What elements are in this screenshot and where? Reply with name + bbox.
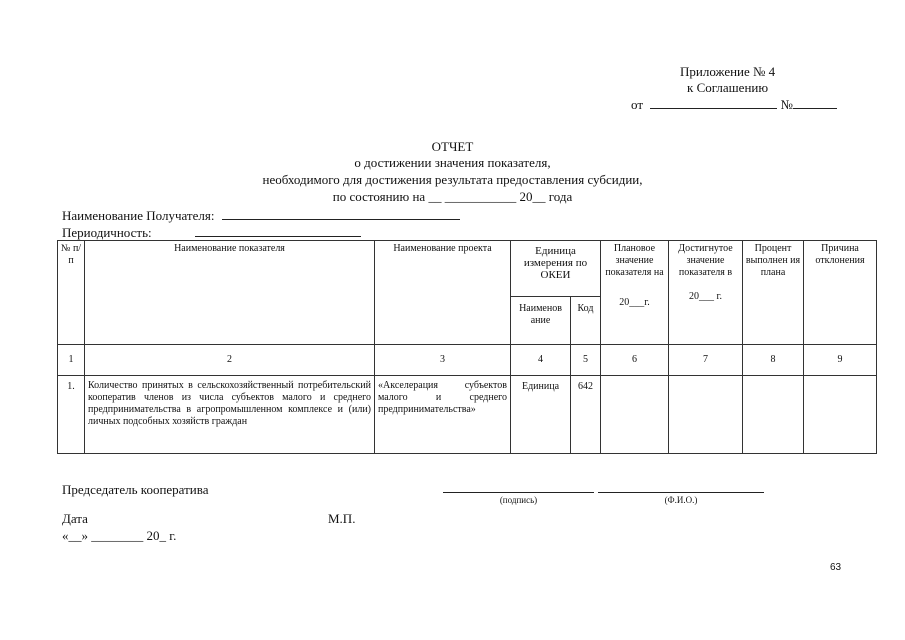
- col-number: 9: [804, 345, 877, 376]
- signature-caption: (подпись): [499, 495, 538, 505]
- page-number: 63: [830, 562, 842, 573]
- row-planned: [601, 376, 669, 454]
- fio-caption: (Ф.И.О.): [664, 495, 698, 505]
- col-number: 4: [511, 345, 571, 376]
- recipient-row: [62, 207, 460, 224]
- header-planned: [601, 241, 669, 345]
- header-indicator: Наименование показателя: [85, 241, 375, 345]
- signature-line: [443, 492, 594, 493]
- periodicity-label: Периодичность:: [62, 225, 152, 240]
- stamp-label: М.П.: [328, 511, 356, 526]
- date-label: Дата: [62, 511, 88, 526]
- row-indicator: Количество принятых в сельскохозяйственный потребительский кооператив членов из числа субъектов малого и среднего предпринимательства в агропромышленном комплексе и (или) личных подсобных хозяйств граждан: [85, 376, 375, 454]
- report-title-line-2: необходимого для достижения результата предоставления субсидии,: [262, 172, 643, 187]
- header-percent: Процент выполнен ия плана: [743, 241, 804, 345]
- header-unit-name: Наименов ание: [511, 297, 571, 345]
- agreement-date-blank: [650, 96, 777, 109]
- header-unit-code: Код: [571, 297, 601, 345]
- col-number: 3: [375, 345, 511, 376]
- row-achieved: [669, 376, 743, 454]
- periodicity-blank: [195, 224, 361, 237]
- col-number: 6: [601, 345, 669, 376]
- header-planned-text: Плановое значение показателя на: [605, 243, 664, 278]
- col-number: 7: [669, 345, 743, 376]
- row-project: «Акселерация субъектов малого и среднего предпринимательства»: [375, 376, 511, 454]
- header-unit-group: Единица измерения по ОКЕИ: [511, 241, 601, 297]
- appendix-line-2: к Соглашению: [687, 80, 769, 95]
- header-row-1: [58, 241, 877, 297]
- col-number: 5: [571, 345, 601, 376]
- appendix-from-label: от: [631, 97, 644, 112]
- report-table: [57, 240, 877, 454]
- row-percent: [743, 376, 804, 454]
- header-reason: Причина отклонения: [804, 241, 877, 345]
- col-number: 1: [58, 345, 85, 376]
- periodicity-row: [62, 224, 361, 241]
- row-num: 1.: [58, 376, 85, 454]
- table-row: [58, 376, 877, 454]
- appendix-number-label: №: [780, 97, 793, 112]
- column-number-row: [58, 345, 877, 376]
- row-reason: [804, 376, 877, 454]
- agreement-number-blank: [793, 96, 837, 109]
- header-achieved: [669, 241, 743, 345]
- recipient-blank: [222, 207, 460, 220]
- header-num: № п/п: [58, 241, 85, 345]
- report-heading: ОТЧЕТ: [431, 139, 474, 154]
- col-number: 2: [85, 345, 375, 376]
- appendix-line-1: Приложение № 4: [680, 64, 776, 79]
- row-unit-name: Единица: [511, 376, 571, 454]
- header-project: Наименование проекта: [375, 241, 511, 345]
- chairman-label: Председатель кооператива: [62, 482, 209, 497]
- recipient-label: Наименование Получателя:: [62, 208, 215, 223]
- header-achieved-year: 20___ г.: [689, 291, 722, 302]
- report-title-line-1: о достижении значения показателя,: [354, 155, 551, 170]
- report-title-line-3: по состоянию на __ ___________ 20__ года: [332, 189, 573, 204]
- fio-line: [598, 492, 764, 493]
- date-line: «__» ________ 20_ г.: [62, 528, 177, 543]
- header-planned-year: 20___г.: [619, 297, 650, 308]
- row-unit-code: 642: [571, 376, 601, 454]
- appendix-date-number: [631, 96, 837, 113]
- col-number: 8: [743, 345, 804, 376]
- header-achieved-text: Достигнутое значение показателя в: [678, 243, 733, 278]
